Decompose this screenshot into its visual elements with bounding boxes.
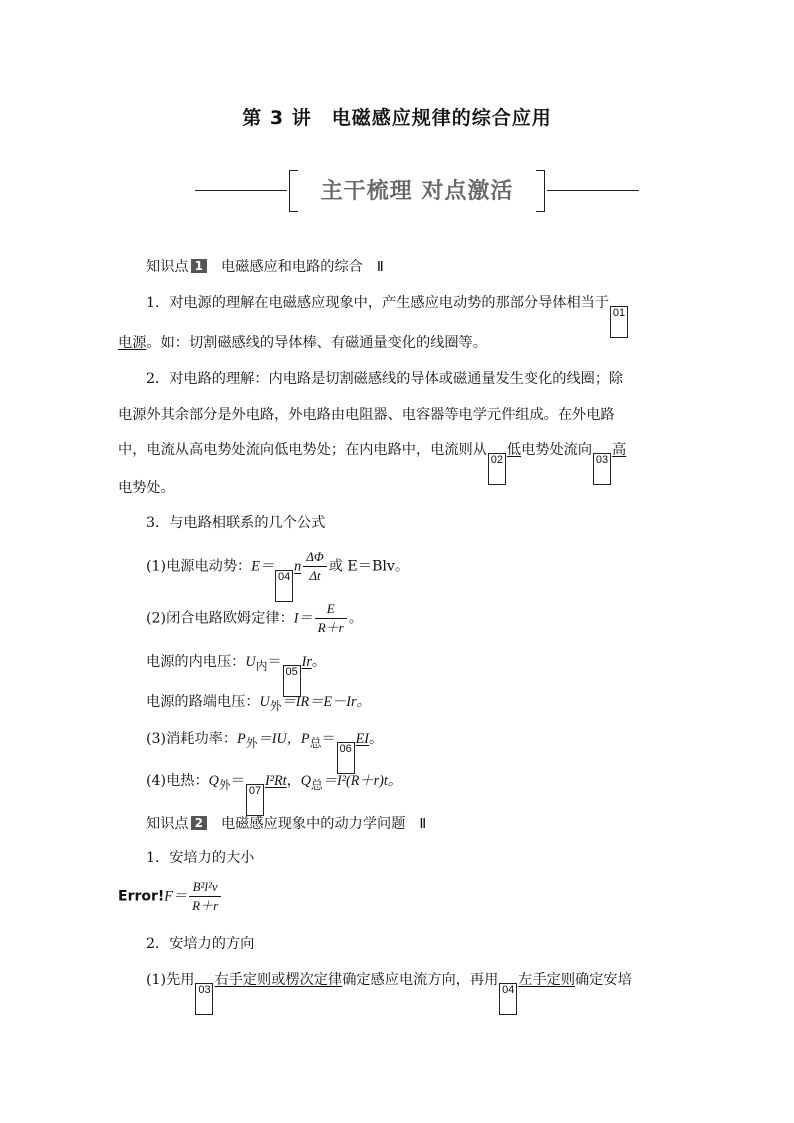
text: 3．与电路相联系的几个公式 [146,515,326,531]
lesson-title: 第 3 讲 电磁感应规律的综合应用 [242,107,552,129]
answer-text: I²Rt [264,773,287,789]
kp-level: Ⅱ [419,816,427,832]
banner-right-line [547,190,639,191]
fraction-denominator: R＋r [192,898,219,913]
paragraph-5 [146,934,680,954]
formula-ampere-force [118,878,680,915]
text: 2．对电路的理解：内电路是切割磁感线的导体或磁通量发生变化的线圈；除 [146,371,624,387]
text: (1)先用 [146,972,195,988]
blank-number: 04 [499,983,517,1015]
paragraph-2-line-1 [146,369,680,389]
text: (4)电热： [146,773,209,789]
text: 。 [369,731,384,747]
text: ＝IU， [257,731,301,747]
formula-lhs: I＝ [293,610,313,627]
answer-text: n [294,558,302,575]
fraction-denominator: R＋r [317,620,344,635]
symbol: P [300,731,310,747]
formula-ohm-law [146,600,680,637]
blank-number: 01 [610,306,628,338]
subscript: 外 [245,735,258,750]
text: 或 E＝Blv。 [328,558,410,575]
text: 1．对电源的理解在电磁感应现象中，产生感应电动势的那部分导体相当于 [146,295,610,311]
paragraph-6 [146,970,680,1015]
symbol: U [259,694,270,710]
knowledge-point-2-heading [146,814,680,834]
kp-number-badge: 1 [191,259,207,273]
text: (3)消耗功率： [146,731,238,747]
fraction-denominator: Δt [309,568,321,583]
blank-number: 03 [195,983,213,1015]
symbol: Q [208,773,219,789]
text: 1．安培力的大小 [146,850,255,866]
text: 电源的路端电压： [146,694,260,710]
kp-title: 电磁感应和电路的综合 [220,259,363,275]
blank-number: 06 [337,742,355,774]
formula-terminal-voltage [146,692,680,716]
paragraph-1-line-2 [118,333,680,353]
fraction [315,600,347,637]
blank-number: 03 [593,453,611,485]
text: 电势处。 [118,480,175,496]
blank-number: 05 [283,665,301,697]
blank-number: 07 [246,784,264,816]
symbol: U [245,654,256,670]
formula-lhs: E＝ [251,558,275,575]
subscript: 总 [311,777,323,792]
fraction-numerator: B²l²v [189,878,221,897]
fraction [189,878,221,915]
answer-text: 电源 [118,335,147,351]
text: 中，电流从高电势处流向低电势处；在内电路中，电流则从 [118,442,487,458]
symbol: Q [300,773,312,789]
paragraph-2-line-2 [118,405,680,425]
answer-text: 高 [612,442,627,458]
text: ＝ [267,654,282,670]
symbol: P [237,731,246,747]
fraction-numerator: ΔΦ [303,548,327,567]
text: 。 [348,610,363,627]
section-banner [195,168,639,214]
answer-text: 右手定则或楞次定律 [214,972,343,988]
fraction-numerator: E [315,600,347,619]
text: (1)电源电动势： [146,558,252,575]
banner-text: 主干梳理 对点激活 [320,178,514,204]
kp-number-badge: 2 [191,816,207,830]
text: 2．安培力的方向 [146,936,255,952]
formula-lhs: F＝ [164,888,188,905]
kp-title: 电磁感应现象中的动力学问题 [220,816,406,832]
text: ， [286,773,301,789]
formula-heat [146,771,680,816]
subscript: 外 [218,777,231,792]
answer-text: 左手定则 [518,972,576,988]
text: 电源的内电压： [146,654,246,670]
text: 电源外其余部分是外电路，外电路由电阻器、电容器等电学元件组成。在外电路 [118,407,615,423]
knowledge-point-1-heading [146,257,680,277]
text: 确定感应电流方向，再用 [342,972,499,988]
kp-prefix: 知识点 [146,259,189,275]
text: 。如：切割磁感线的导体棒、有磁通量变化的线圈等。 [146,335,487,351]
paragraph-3 [146,513,680,533]
banner-right-bracket [536,170,545,212]
subscript: 总 [309,735,322,750]
text: ＝ [321,731,336,747]
answer-text: Ir [301,654,312,670]
answer-text: EI [355,731,370,747]
text: 。 [311,654,327,670]
answer-text: 低 [506,442,522,458]
paragraph-2-line-4 [118,478,680,498]
fraction [303,548,327,585]
subscript: 外 [269,698,282,713]
error-text: Error! [118,888,165,905]
kp-level: Ⅱ [376,259,384,275]
text: 确定安培 [575,972,632,988]
formula-power [146,729,680,774]
blank-number: 02 [488,453,506,485]
text: ＝I²(R＋r)t。 [322,773,402,789]
kp-prefix: 知识点 [146,816,189,832]
paragraph-1-line-1 [146,293,680,338]
blank-number: 04 [275,570,293,602]
formula-internal-voltage [146,652,680,697]
text: ＝IR＝E－Ir。 [281,694,371,710]
formula-emf [146,548,680,602]
paragraph-4 [146,848,680,868]
subscript: 内 [255,658,268,673]
text: 电势处流向 [521,442,593,458]
text: ＝ [230,773,245,789]
text: (2)闭合电路欧姆定律： [146,610,294,627]
